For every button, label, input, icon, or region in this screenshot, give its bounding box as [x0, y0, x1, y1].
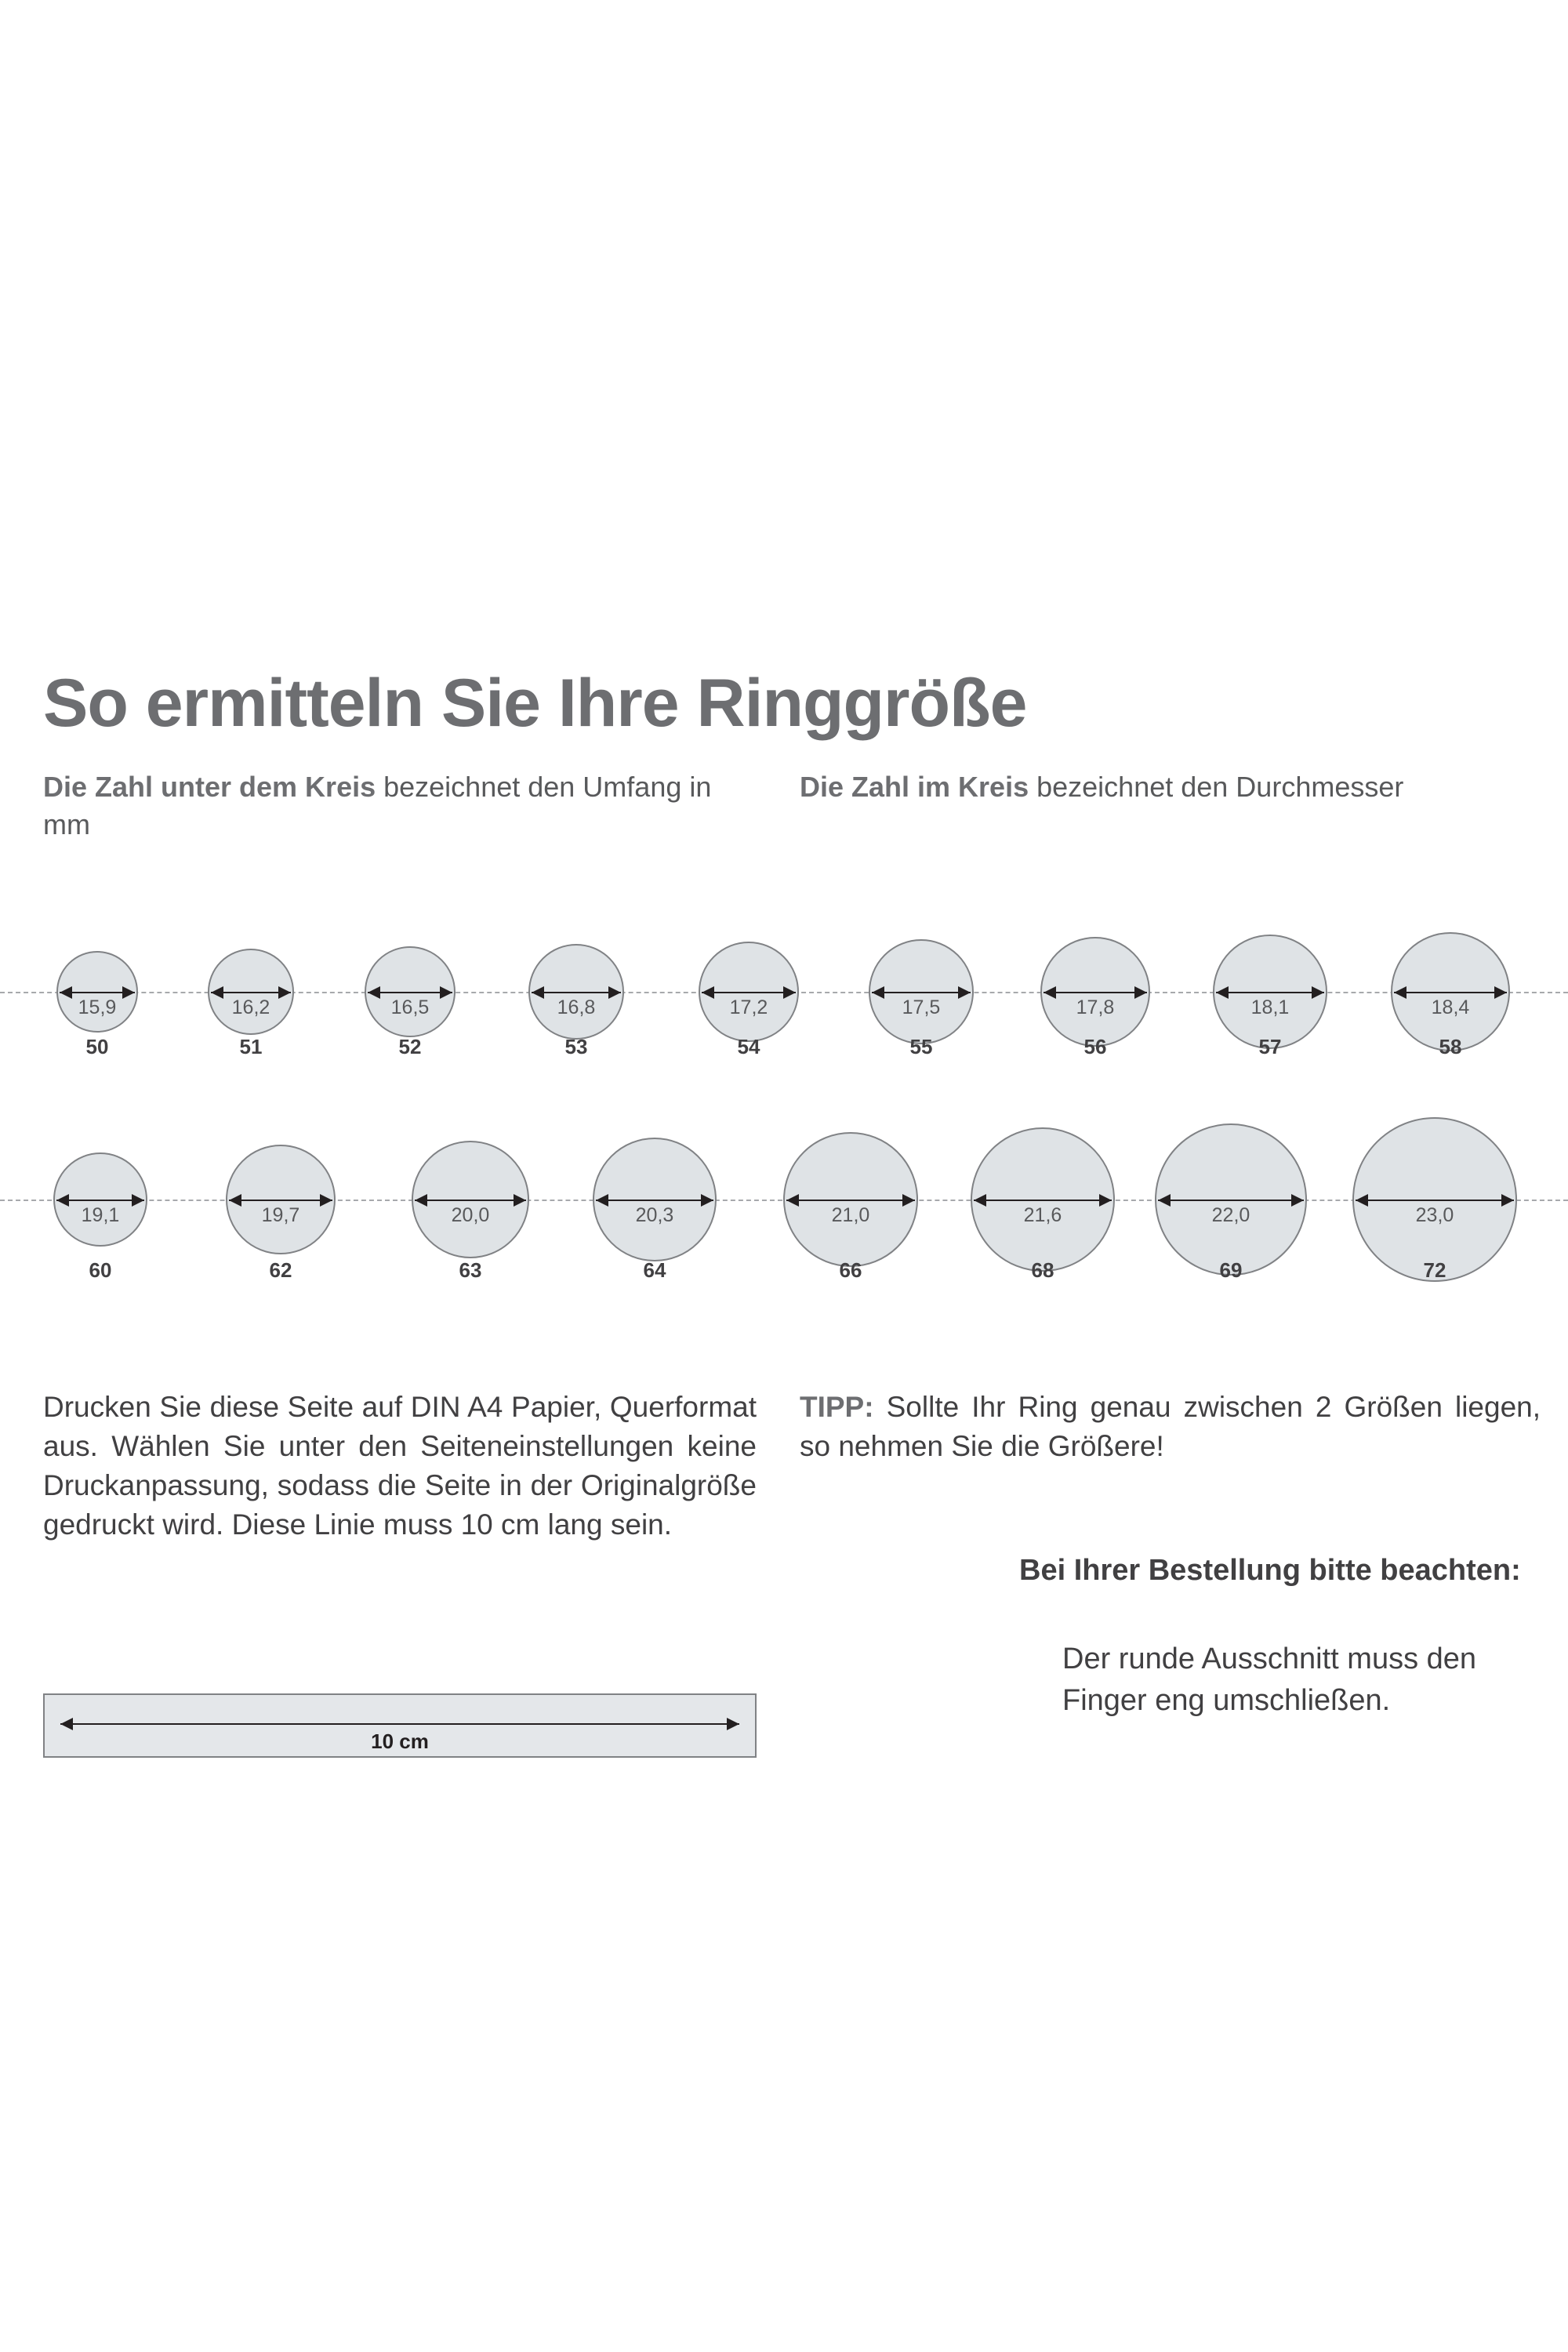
- diameter-arrow-line: [596, 1200, 713, 1201]
- ring-diameter-label: 21,6: [1023, 1204, 1062, 1226]
- page-title: So ermitteln Sie Ihre Ringgröße: [43, 665, 1027, 741]
- ring-size-label: 50: [85, 1035, 109, 1058]
- diameter-arrow-line: [1044, 992, 1147, 993]
- diameter-arrow-line: [702, 992, 796, 993]
- intro-right-bold: Die Zahl im Kreis: [800, 771, 1029, 803]
- ring-diameter-label: 16,2: [231, 996, 270, 1018]
- tip-text: [800, 1388, 1541, 1466]
- diameter-arrow-line: [872, 992, 971, 993]
- intro-left: [43, 768, 749, 844]
- diameter-arrow: [1356, 1200, 1514, 1201]
- diameter-arrow: [1394, 992, 1507, 993]
- ring-diameter-label: 17,8: [1076, 996, 1115, 1018]
- ring-diameter-label: 20,3: [635, 1204, 674, 1226]
- ring-row-2: [0, 1113, 1568, 1286]
- ring-diameter-label: 15,9: [78, 996, 117, 1018]
- ring-size-label: 55: [909, 1035, 933, 1058]
- diameter-arrow: [368, 992, 452, 993]
- ring-diameter-label: 16,5: [390, 996, 430, 1018]
- ring-diameter-label: 18,1: [1250, 996, 1290, 1018]
- diameter-arrow: [415, 1200, 526, 1201]
- order-note-body: Der runde Ausschnitt muss den Finger eng umschließen.: [1062, 1642, 1477, 1718]
- ruler-arrow-head-right: [727, 1718, 739, 1730]
- diameter-arrow-line: [974, 1200, 1112, 1201]
- diameter-arrow: [229, 1200, 332, 1201]
- ring-size-label: 72: [1423, 1258, 1446, 1282]
- ring-size-label: 53: [564, 1035, 588, 1058]
- ring-diameter-label: 21,0: [831, 1204, 870, 1226]
- diameter-arrow-line: [1356, 1200, 1514, 1201]
- intro-right-rest: bezeichnet den Durchmesser: [1029, 771, 1404, 803]
- diameter-arrow: [60, 992, 135, 993]
- diameter-arrow: [786, 1200, 915, 1201]
- diameter-arrow-head-right: [1291, 1194, 1304, 1207]
- ring-size-label: 57: [1258, 1035, 1282, 1058]
- diameter-arrow-line: [415, 1200, 526, 1201]
- diameter-arrow: [211, 992, 291, 993]
- ruler-10cm: [43, 1693, 757, 1758]
- tip-body: Sollte Ihr Ring genau zwischen 2 Größen liegen, so nehmen Sie die Größere!: [800, 1391, 1541, 1462]
- diameter-arrow-head-right: [902, 1194, 915, 1207]
- diameter-arrow-line: [1394, 992, 1507, 993]
- diameter-arrow: [1158, 1200, 1304, 1201]
- diameter-arrow-head-right: [1099, 1194, 1112, 1207]
- ring-diameter-label: 17,2: [729, 996, 768, 1018]
- ring-size-label: 52: [398, 1035, 422, 1058]
- diameter-arrow-line: [786, 1200, 915, 1201]
- print-instructions: Drucken Sie diese Seite auf DIN A4 Papier, Querformat aus. Wählen Sie unter den Seiteneinstellungen keine Druckanpassung, sodass die Seite in der Originalgröße gedruckt wird. Diese Linie muss 10 cm lang sein.: [43, 1391, 757, 1541]
- ruler-arrow-head-left: [60, 1718, 73, 1730]
- intro-right: [800, 768, 1529, 806]
- diameter-arrow: [1044, 992, 1147, 993]
- ring-diameter-label: 20,0: [451, 1204, 490, 1226]
- diameter-arrow: [1216, 992, 1324, 993]
- ring-size-label: 56: [1083, 1035, 1107, 1058]
- diameter-arrow-line: [1216, 992, 1324, 993]
- ring-diameter-label: 22,0: [1211, 1204, 1250, 1226]
- diameter-arrow-head-left: [974, 1194, 986, 1207]
- ring-size-label: 63: [459, 1258, 482, 1282]
- ring-diameter-label: 19,1: [81, 1204, 120, 1226]
- diameter-arrow-head-right: [1501, 1194, 1514, 1207]
- diameter-arrow: [702, 992, 796, 993]
- diameter-arrow-head-right: [701, 1194, 713, 1207]
- ring-diameter-label: 18,4: [1431, 996, 1470, 1018]
- diameter-arrow: [872, 992, 971, 993]
- ring-row-1: [0, 909, 1568, 1082]
- ring-size-label: 62: [269, 1258, 292, 1282]
- diameter-arrow: [532, 992, 621, 993]
- ring-diameter-label: 16,8: [557, 996, 596, 1018]
- ruler-label: 10 cm: [371, 1730, 429, 1753]
- ring-size-label: 58: [1439, 1035, 1462, 1058]
- diameter-arrow-head-left: [1158, 1194, 1171, 1207]
- ring-diameter-label: 23,0: [1415, 1204, 1454, 1226]
- diameter-arrow-head-left: [596, 1194, 608, 1207]
- diameter-arrow: [974, 1200, 1112, 1201]
- ring-size-label: 60: [89, 1258, 112, 1282]
- ruler-arrow-line: [60, 1723, 739, 1725]
- ring-size-label: 64: [643, 1258, 666, 1282]
- ring-size-label: 54: [737, 1035, 760, 1058]
- diameter-arrow-head-left: [1356, 1194, 1368, 1207]
- ring-size-label: 68: [1031, 1258, 1054, 1282]
- ring-diameter-label: 19,7: [261, 1204, 300, 1226]
- diameter-arrow-line: [1158, 1200, 1304, 1201]
- intro-left-rest: bezeichnet den Umfang in mm: [43, 771, 712, 840]
- ruler-arrow: [60, 1723, 739, 1725]
- ring-diameter-label: 17,5: [902, 996, 941, 1018]
- ring-size-label: 51: [239, 1035, 263, 1058]
- order-note-heading: Bei Ihrer Bestellung bitte beachten:: [1019, 1554, 1521, 1587]
- intro-left-bold: Die Zahl unter dem Kreis: [43, 771, 376, 803]
- diameter-arrow-line: [229, 1200, 332, 1201]
- tip-lead: TIPP:: [800, 1391, 874, 1423]
- diameter-arrow-line: [532, 992, 621, 993]
- diameter-arrow-head-left: [786, 1194, 799, 1207]
- diameter-arrow: [56, 1200, 144, 1201]
- diameter-arrow: [596, 1200, 713, 1201]
- ring-size-label: 66: [839, 1258, 862, 1282]
- ring-size-label: 69: [1219, 1258, 1243, 1282]
